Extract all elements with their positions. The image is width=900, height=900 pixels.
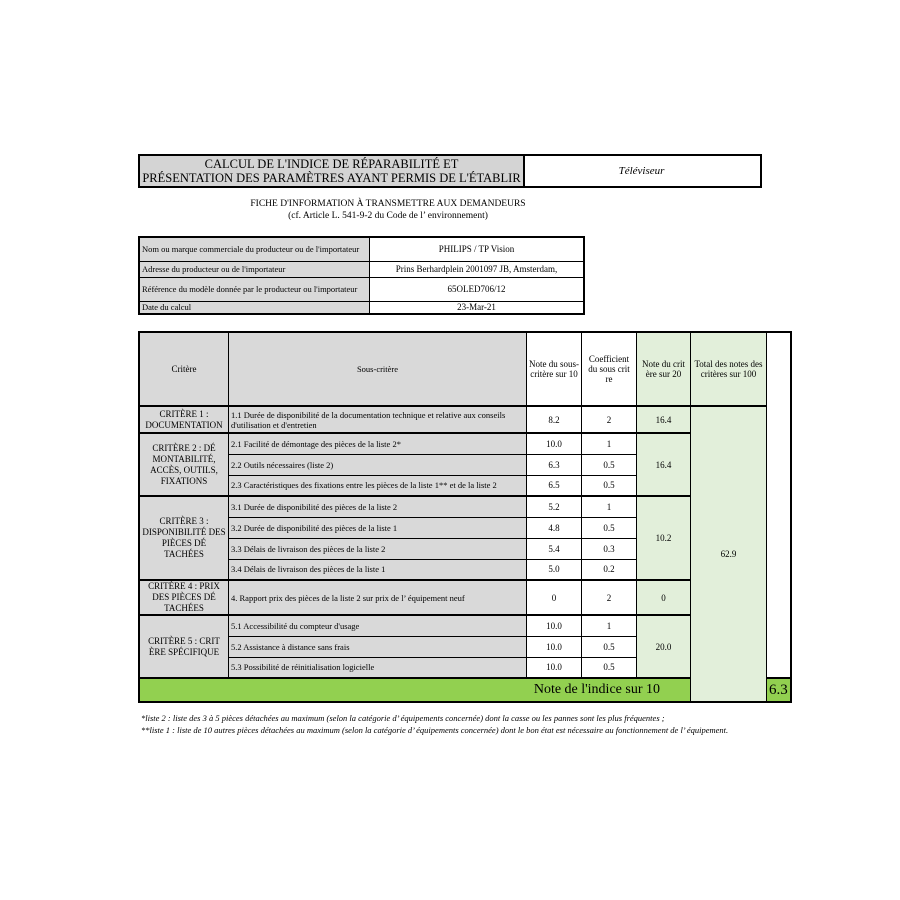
producer-info-table bbox=[138, 236, 585, 315]
header-critere: Critère bbox=[139, 332, 229, 406]
footnote-liste-2: *liste 2 : liste des 3 à 5 pièces détachées au maximum (selon la catégorie d’ équipements concernée) dont la casse ou les pannes sont les plus fréquentes ; bbox=[141, 713, 665, 723]
title-line-2: PRÉSENTATION DES PARAMÈTRES AYANT PERMIS DE L'ÉTABLIR bbox=[142, 171, 521, 185]
sub-criterion-coef: 1 bbox=[582, 496, 637, 517]
criterion-4-score: 0 bbox=[637, 580, 691, 615]
sub-criterion-label: 2.3 Caractéristiques des fixations entre les pièces de la liste 1** et de la liste 2 bbox=[229, 475, 527, 496]
info-value: 23-Mar-21 bbox=[370, 301, 585, 314]
sub-criterion-coef: 0.3 bbox=[582, 538, 637, 559]
criterion-3-score: 10.2 bbox=[637, 496, 691, 580]
sub-criterion-coef: 0.2 bbox=[582, 559, 637, 580]
info-value: Prins Berhardplein 2001097 JB, Amsterdam, bbox=[370, 261, 585, 277]
sub-criterion-note: 6.3 bbox=[527, 454, 582, 475]
sub-criterion-note: 5.2 bbox=[527, 496, 582, 517]
info-row bbox=[139, 237, 584, 261]
fiche-line-2: (cf. Article L. 541-9-2 du Code de l’ environnement) bbox=[288, 211, 488, 221]
sub-criterion-note: 10.0 bbox=[527, 636, 582, 657]
sub-criterion-coef: 1 bbox=[582, 615, 637, 636]
sub-criterion-label: 3.1 Durée de disponibilité des pièces de la liste 2 bbox=[229, 496, 527, 517]
info-row bbox=[139, 261, 584, 277]
fiche-line-1: FICHE D'INFORMATION À TRANSMETTRE AUX DEMANDEURS bbox=[250, 199, 526, 209]
header-total: Total des notes des critères sur 100 bbox=[691, 332, 767, 406]
fiche-heading bbox=[138, 198, 638, 222]
score-table bbox=[138, 331, 792, 703]
info-label: Nom ou marque commerciale du producteur ou de l'importateur bbox=[139, 237, 370, 261]
total-score: 62.9 bbox=[691, 406, 767, 702]
sub-criterion-label: 1.1 Durée de disponibilité de la documentation technique et relative aux conseils d'utilisation et d'entretien bbox=[229, 406, 527, 433]
sub-criterion-note: 8.2 bbox=[527, 406, 582, 433]
category-box bbox=[523, 154, 762, 188]
final-score-value: 6.3 bbox=[767, 678, 791, 702]
criterion-1-name: CRITÈRE 1 : DOCUMENTATION bbox=[139, 406, 229, 433]
info-value: PHILIPS / TP Vision bbox=[370, 237, 585, 261]
sub-criterion-label: 3.3 Délais de livraison des pièces de la liste 2 bbox=[229, 538, 527, 559]
category-label: Téléviseur bbox=[618, 165, 665, 177]
info-value: 65OLED706/12 bbox=[370, 277, 585, 301]
header-note-critere: Note du crit ère sur 20 bbox=[637, 332, 691, 406]
sub-criterion-label: 2.1 Facilité de démontage des pièces de la liste 2* bbox=[229, 433, 527, 454]
title-box bbox=[138, 154, 525, 188]
sub-criterion-note: 4.8 bbox=[527, 517, 582, 538]
criterion-2-score: 16.4 bbox=[637, 433, 691, 496]
sub-criterion-label: 4. Rapport prix des pièces de la liste 2 sur prix de l’ équipement neuf bbox=[229, 580, 527, 615]
sub-criterion-note: 0 bbox=[527, 580, 582, 615]
criterion-2-name: CRITÈRE 2 : DÉ MONTABILITÉ, ACCÈS, OUTILS, FIXATIONS bbox=[139, 433, 229, 496]
info-label: Adresse du producteur ou de l'importateur bbox=[139, 261, 370, 277]
sub-criterion-note: 5.4 bbox=[527, 538, 582, 559]
sub-criterion-label: 5.2 Assistance à distance sans frais bbox=[229, 636, 527, 657]
sub-criterion-label: 5.1 Accessibilité du compteur d'usage bbox=[229, 615, 527, 636]
sub-criterion-coef: 0.5 bbox=[582, 454, 637, 475]
sub-criterion-coef: 0.5 bbox=[582, 517, 637, 538]
sub-criterion-note: 10.0 bbox=[527, 657, 582, 678]
sub-criterion-coef: 2 bbox=[582, 580, 637, 615]
sub-criterion-coef: 0.5 bbox=[582, 636, 637, 657]
sub-criterion-coef: 1 bbox=[582, 433, 637, 454]
header-sous-critere: Sous-critère bbox=[229, 332, 527, 406]
info-row bbox=[139, 301, 584, 314]
info-label: Date du calcul bbox=[139, 301, 370, 314]
sub-criterion-note: 10.0 bbox=[527, 615, 582, 636]
sub-criterion-note: 10.0 bbox=[527, 433, 582, 454]
sub-criterion-note: 6.5 bbox=[527, 475, 582, 496]
sub-criterion-label: 2.2 Outils nécessaires (liste 2) bbox=[229, 454, 527, 475]
sub-criterion-coef: 0.5 bbox=[582, 475, 637, 496]
header-note-sous-critere: Note du sous-critère sur 10 bbox=[527, 332, 582, 406]
criterion-3-name: CRITÈRE 3 : DISPONIBILITÉ DES PIÈCES DÉ TACHÉES bbox=[139, 496, 229, 580]
sub-criterion-label: 3.4 Délais de livraison des pièces de la liste 1 bbox=[229, 559, 527, 580]
table-row bbox=[139, 406, 791, 433]
info-label: Référence du modèle donnée par le producteur ou l'importateur bbox=[139, 277, 370, 301]
criterion-4-name: CRITÈRE 4 : PRIX DES PIÈCES DÉ TACHÉES bbox=[139, 580, 229, 615]
title-line-1: CALCUL DE L'INDICE DE RÉPARABILITÉ ET bbox=[204, 157, 459, 171]
sub-criterion-label: 3.2 Durée de disponibilité des pièces de la liste 1 bbox=[229, 517, 527, 538]
criterion-1-score: 16.4 bbox=[637, 406, 691, 433]
sub-criterion-note: 5.0 bbox=[527, 559, 582, 580]
sub-criterion-coef: 0.5 bbox=[582, 657, 637, 678]
info-row bbox=[139, 277, 584, 301]
final-score-label: Note de l'indice sur 10 bbox=[139, 678, 691, 702]
sub-criterion-label: 5.3 Possibilité de réinitialisation logicielle bbox=[229, 657, 527, 678]
header-coefficient: Coefficient du sous crit re bbox=[582, 332, 637, 406]
criterion-5-score: 20.0 bbox=[637, 615, 691, 678]
header-row bbox=[139, 332, 791, 406]
criterion-5-name: CRITÈRE 5 : CRIT ÈRE SPÉCIFIQUE bbox=[139, 615, 229, 678]
footnotes bbox=[141, 712, 761, 736]
footnote-liste-1: **liste 1 : liste de 10 autres pièces détachées au maximum (selon la catégorie d’ équipements concernée) dont le bon état est nécessaire au fonctionnement de l’ équipement. bbox=[141, 725, 729, 735]
sub-criterion-coef: 2 bbox=[582, 406, 637, 433]
